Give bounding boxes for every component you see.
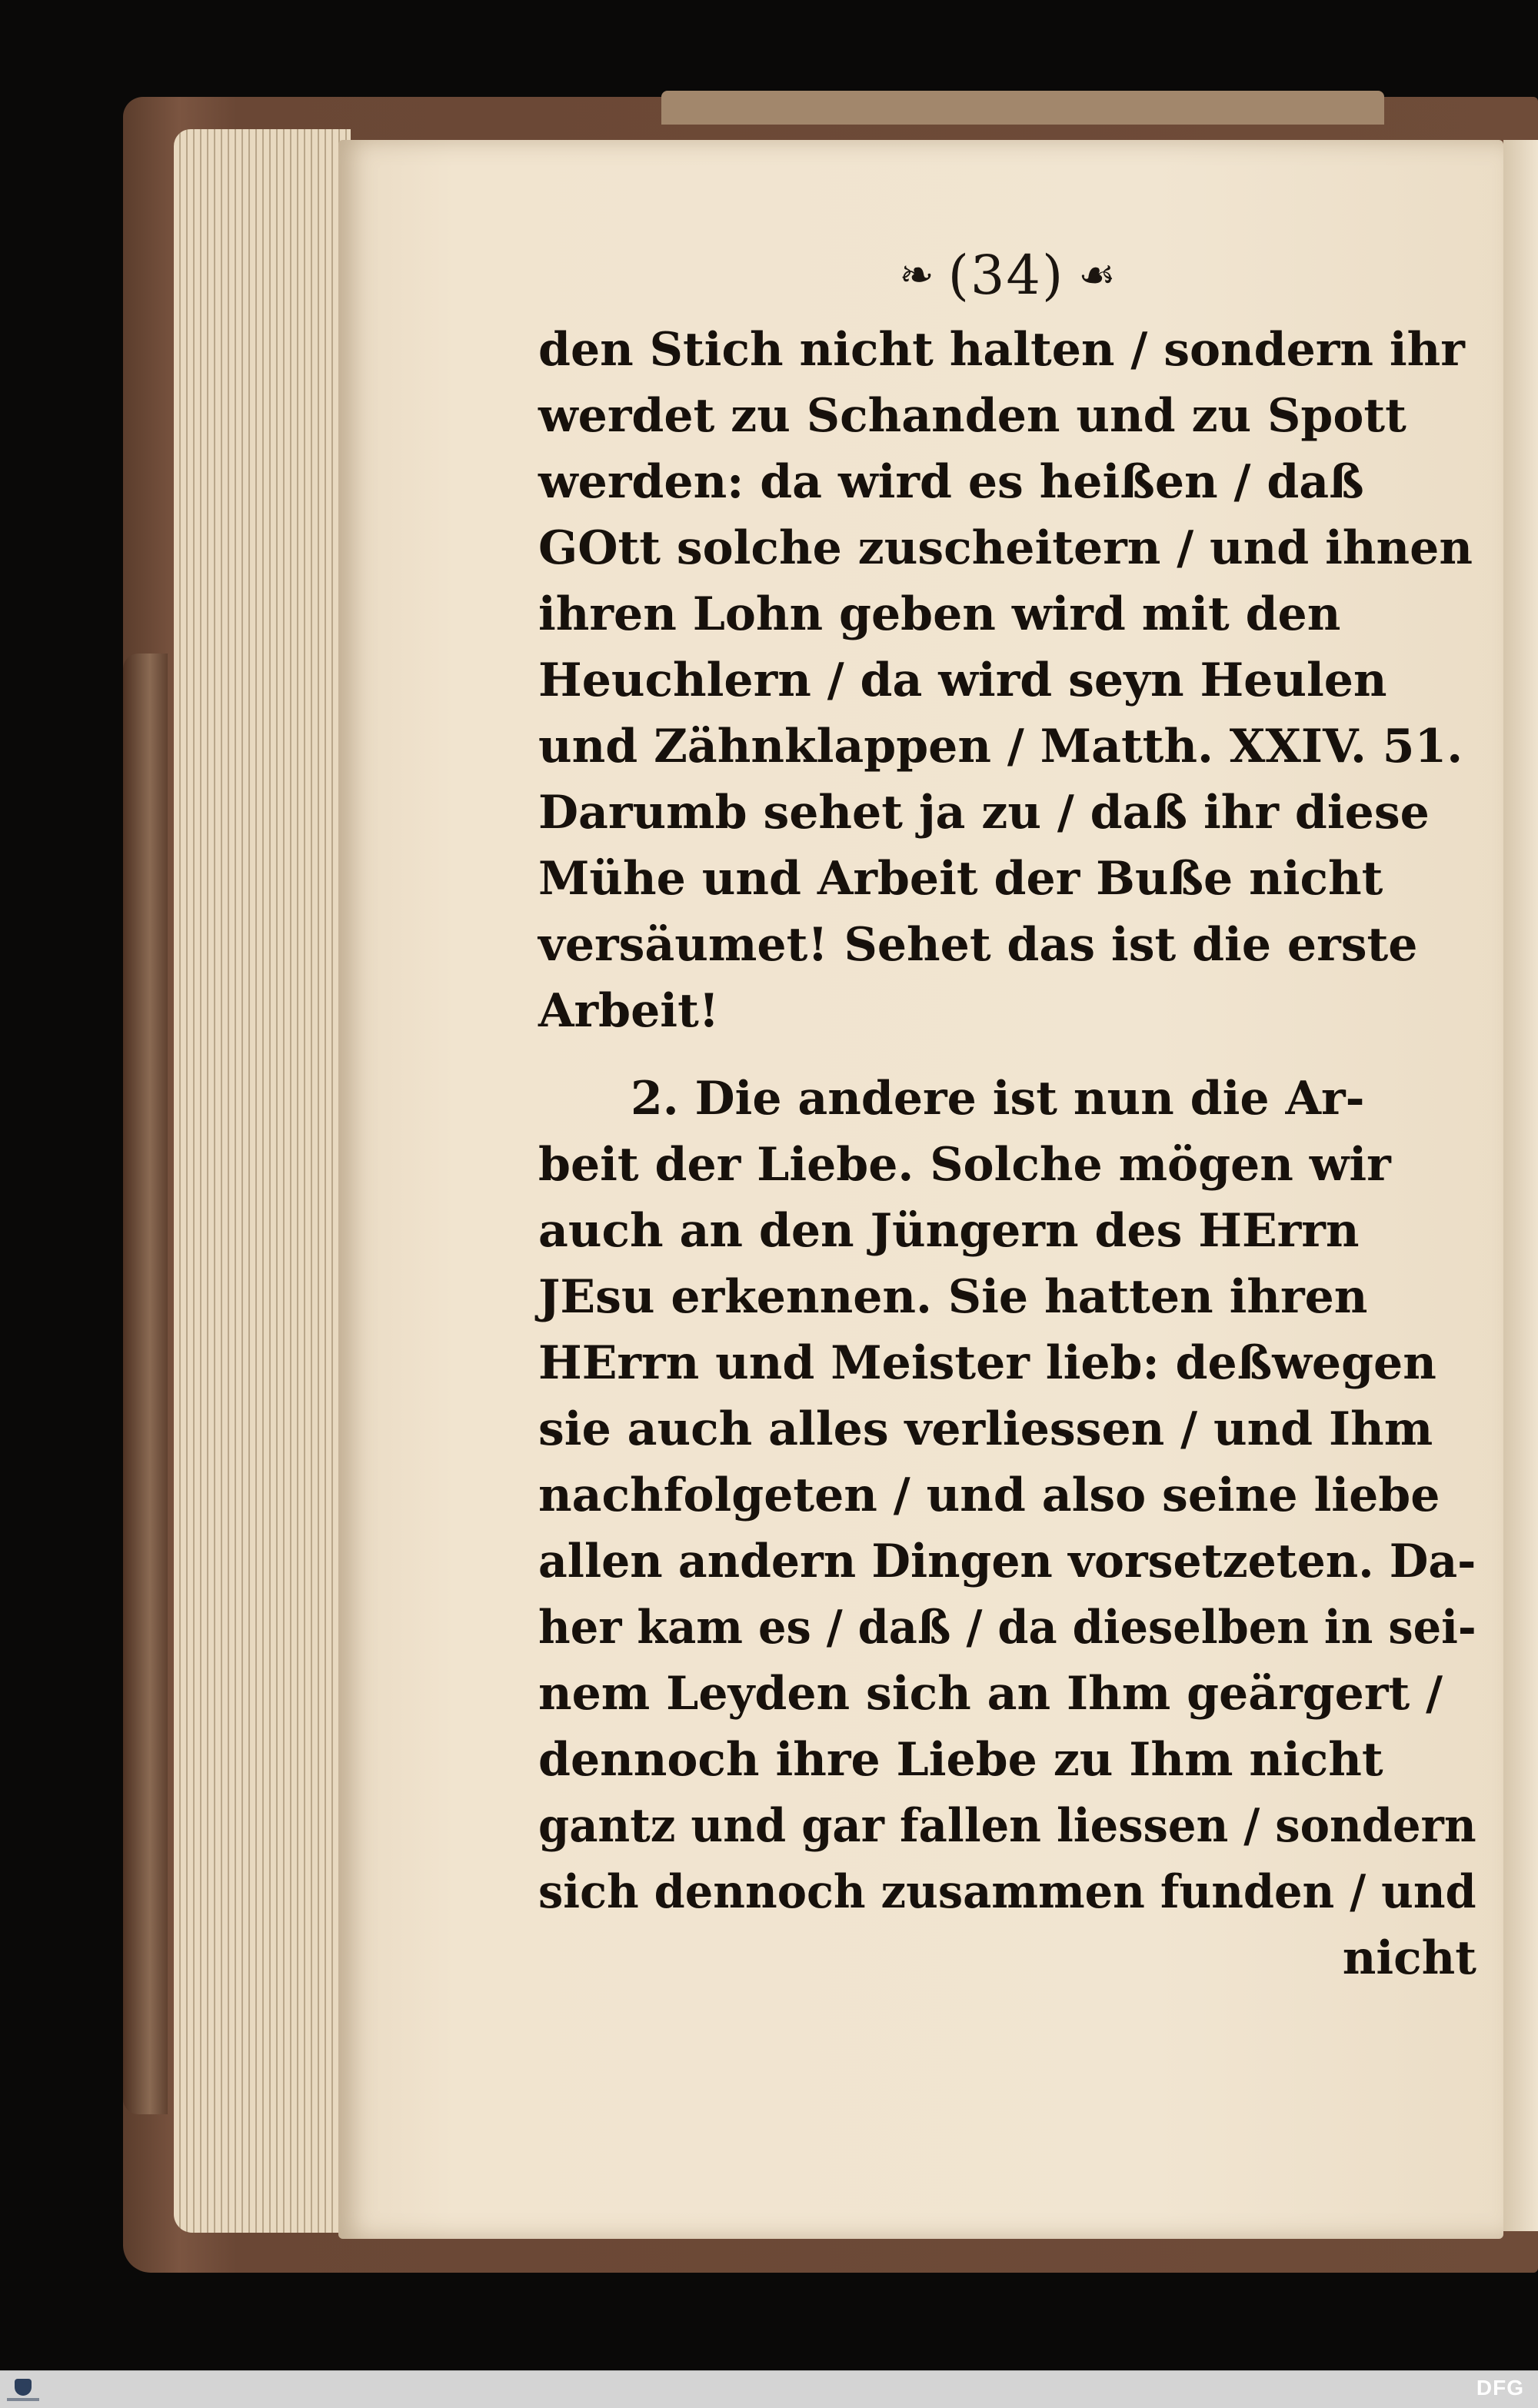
cover-edge (661, 91, 1384, 125)
text-line: JEsu erkennen. Sie hatten ihren (538, 1270, 1368, 1324)
text-line: her kam es / daß / da dieselben in sei- (538, 1601, 1476, 1655)
text-line: auch an den Jüngern des HErrn (538, 1204, 1360, 1258)
text-line: ihren Lohn geben wird mit den (538, 587, 1341, 641)
catchword: nicht (1342, 1931, 1476, 1985)
text-line: gantz und gar fallen liessen / sondern (538, 1799, 1476, 1853)
text-line: beit der Liebe. Solche mögen wir (538, 1138, 1391, 1192)
text-line: Darumb sehet ja zu / daß ihr diese (538, 786, 1430, 840)
text-line: Heuchlern / da wird seyn Heulen (538, 654, 1387, 707)
text-line: und Zähnklappen / Matth. XXIV. 51. (538, 720, 1463, 773)
text-line: nachfolgeten / und also seine liebe (538, 1468, 1440, 1522)
right-page-edge (1503, 140, 1538, 2231)
book-spine (123, 654, 168, 2114)
page-number: (34) (947, 244, 1065, 307)
text-line: sie auch alles verliessen / und Ihm (538, 1402, 1433, 1456)
text-line: dennoch ihre Liebe zu Ihm nicht (538, 1733, 1383, 1787)
right-ornament-icon: ☙ (1078, 251, 1116, 299)
text-line: Mühe und Arbeit der Buße nicht (538, 852, 1383, 906)
text-line: werden: da wird es heißen / daß (538, 455, 1364, 509)
dfg-logo: DFG (1476, 2376, 1524, 2400)
text-line: versäumet! Sehet das ist die erste (538, 918, 1418, 972)
text-line: werdet zu Schanden und zu Spott (538, 389, 1407, 443)
text-line: HErrn und Meister lieb: deßwegen (538, 1336, 1436, 1390)
library-logo-icon (5, 2374, 42, 2405)
page-header (815, 240, 1200, 311)
text-line: sich dennoch zusammen funden / und (538, 1865, 1476, 1919)
paragraph-start-line: 2. Die andere ist nun die Ar- (631, 1072, 1365, 1126)
text-line: allen andern Dingen vorsetzeten. Da- (538, 1535, 1476, 1588)
viewer-footer-bar (0, 2370, 1538, 2408)
page-text (538, 317, 1476, 1991)
text-line: nem Leyden sich an Ihm geärgert / (538, 1667, 1443, 1721)
text-line: GOtt solche zuscheitern / und ihnen (538, 521, 1473, 575)
text-line: den Stich nicht halten / sondern ihr (538, 323, 1465, 377)
left-ornament-icon: ❧ (899, 251, 934, 299)
text-line: Arbeit! (538, 984, 720, 1038)
page-edges (174, 129, 351, 2233)
